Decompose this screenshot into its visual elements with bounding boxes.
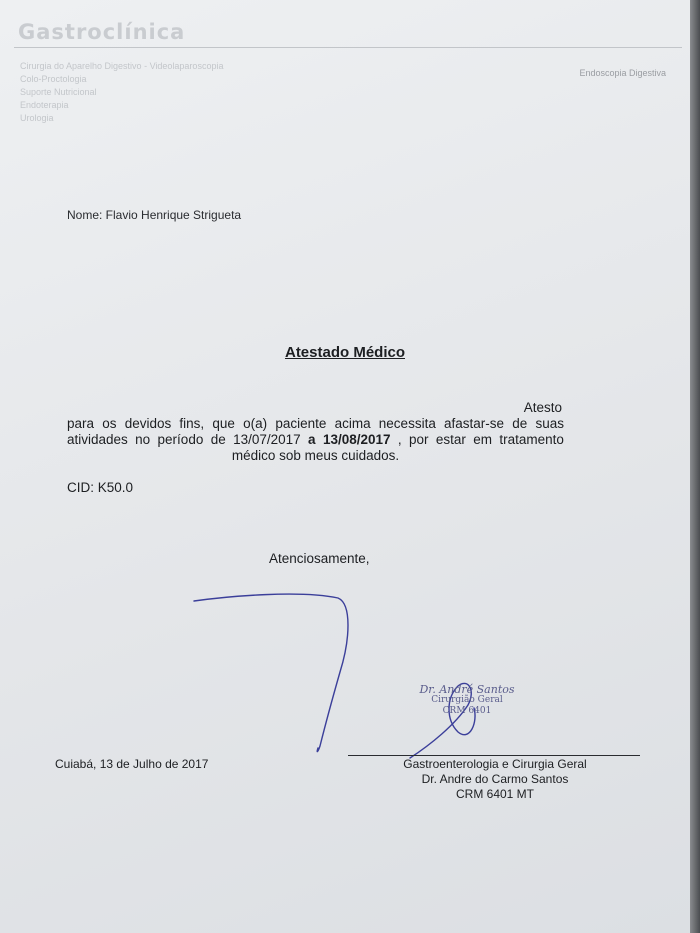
- doctor-stamp: [412, 684, 522, 717]
- period-label: atividades no período de: [67, 432, 226, 447]
- doctor-name: Dr. Andre do Carmo Santos: [421, 772, 569, 786]
- certificate-line-3: médico sob meus cuidados.: [231, 448, 400, 463]
- letterhead-divider: [14, 47, 682, 48]
- date-from: 13/07/2017: [233, 432, 301, 447]
- cid-code: CID: K50.0: [67, 480, 134, 495]
- letterhead-services: [20, 60, 223, 125]
- date-connector: a: [308, 432, 316, 447]
- signature-line: [348, 755, 640, 756]
- service-item: Endoterapia: [20, 100, 69, 110]
- certificate-atesto: Atesto: [523, 400, 562, 415]
- certificate-line-1: para os devidos fins, que o(a) paciente acima necessita afastar-se de suas: [67, 416, 564, 431]
- letterhead-brand: Gastroclínica: [18, 20, 186, 44]
- document-title: Atestado Médico: [284, 344, 405, 361]
- date-to: 13/08/2017: [322, 432, 391, 447]
- stamp-title: Cirurgião Geral: [431, 695, 503, 705]
- period-suffix: , por estar em tratamento: [397, 432, 564, 447]
- place-date: Cuiabá, 13 de Julho de 2017: [55, 757, 209, 771]
- certificate-body: [67, 400, 564, 464]
- doctor-crm: CRM 6401 MT: [455, 787, 535, 801]
- service-item: Colo-Proctologia: [20, 74, 87, 84]
- patient-name: Nome: Flavio Henrique Strigueta: [67, 208, 242, 222]
- background-edge: [690, 0, 700, 933]
- signature-block: [395, 757, 595, 802]
- service-item: Suporte Nutricional: [20, 87, 97, 97]
- stamp-crm: CRM 6401: [442, 706, 492, 716]
- doctor-specialty: Gastroenterologia e Cirurgia Geral: [403, 757, 587, 771]
- service-item: Urologia: [20, 113, 54, 123]
- letterhead-specialty: Endoscopia Digestiva: [579, 68, 666, 78]
- service-item: Cirurgia do Aparelho Digestivo - Videolaparoscopia: [20, 61, 224, 71]
- closing-text: Atenciosamente,: [269, 551, 370, 566]
- certificate-line-2: [67, 432, 564, 448]
- stamp-name: Dr. André Santos: [419, 683, 515, 696]
